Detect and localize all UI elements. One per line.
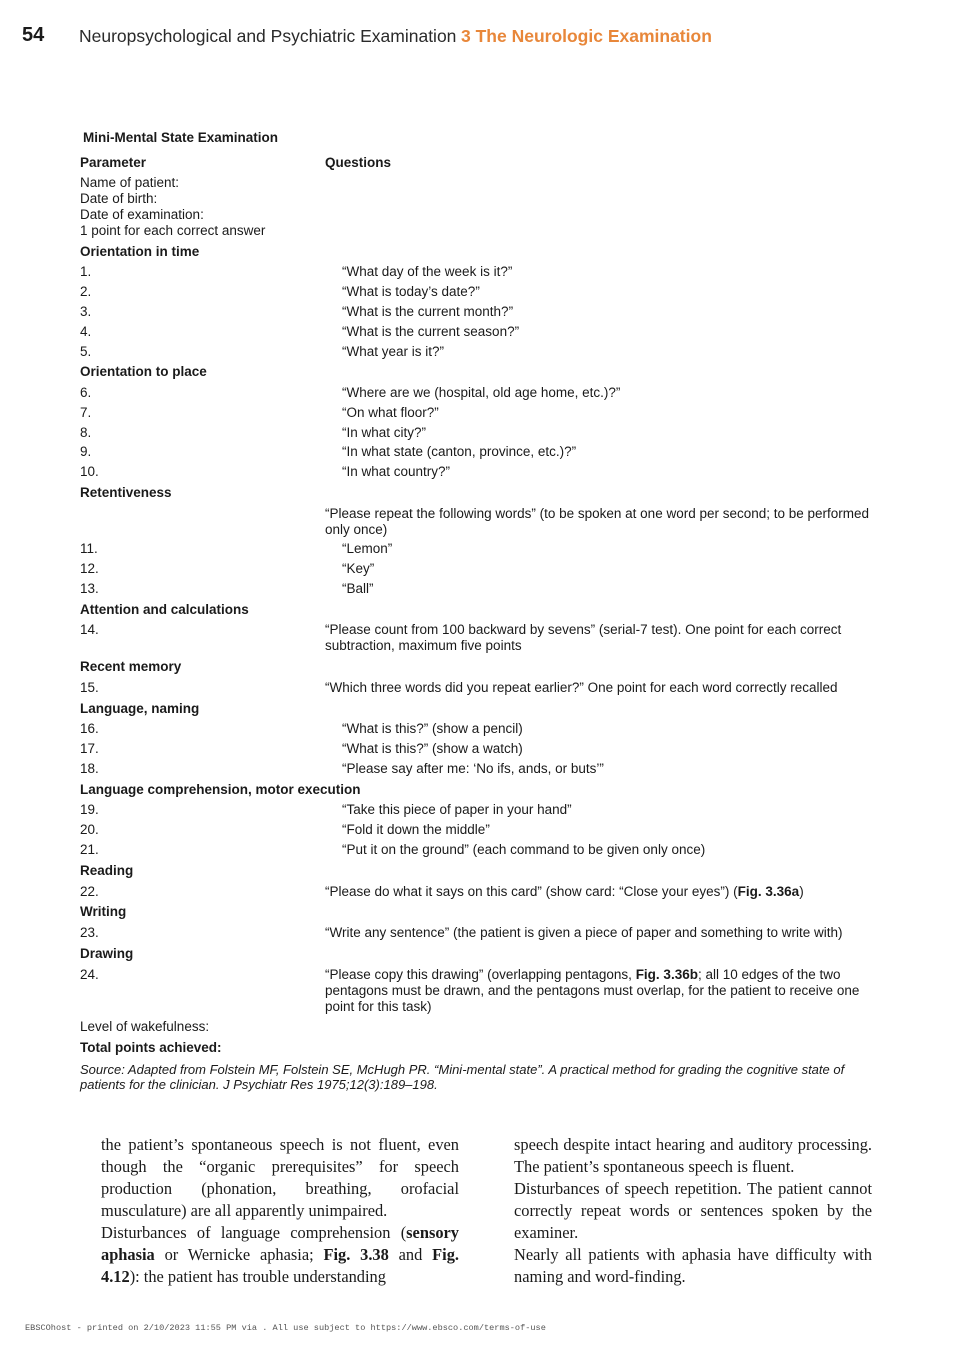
body-paragraph: Nearly all patients with aphasia have difficulty with naming and word-finding. (514, 1245, 872, 1286)
section-heading-text: Orientation to place (80, 364, 207, 379)
figure-reference: Fig. 3.36b (635, 967, 698, 982)
item-number: 21. (80, 842, 99, 857)
item-number: 15. (80, 680, 99, 695)
item-number: 20. (80, 822, 99, 837)
item-number: 18. (80, 761, 99, 776)
item-question: “Write any sentence” (the patient is given a piece of paper and something to write with) (325, 925, 843, 940)
item-number: 9. (80, 444, 92, 459)
item-number: 4. (80, 324, 92, 339)
item-number: 19. (80, 802, 99, 817)
question-text: “Please do what it says on this card” (show card: “Close your eyes”) ( (325, 884, 738, 899)
item-question: “Please say after me: ‘No ifs, ands, or buts’” (342, 761, 604, 776)
item-question: “On what floor?” (342, 405, 439, 420)
item-number: 10. (80, 464, 99, 479)
body-text: ): the patient has trouble understanding (129, 1267, 386, 1286)
item-question: “In what state (canton, province, etc.)?” (342, 444, 577, 459)
running-title: Neuropsychological and Psychiatric Examination (79, 26, 457, 46)
term-sensory-aphasia: sensory aphasia (101, 1223, 459, 1264)
item-number: 3. (80, 304, 92, 319)
body-column-left (101, 1134, 459, 1288)
level-of-wakefulness: Level of wakefulness: (80, 1019, 210, 1034)
column-header-parameter: Parameter (80, 155, 147, 170)
item-question: “What is the current month?” (342, 304, 514, 319)
table-title: Mini-Mental State Examination (83, 130, 279, 145)
body-paragraph: Disturbances of speech repetition. The patient cannot correctly repeat words or sentences spoken by the examiner. (514, 1179, 872, 1242)
item-question: “What is this?” (show a pencil) (342, 721, 523, 736)
intro-line: Name of patient: (80, 175, 180, 190)
page-number: 54 (22, 24, 45, 46)
item-number: 24. (80, 967, 99, 982)
section-heading-text: Recent memory (80, 659, 182, 674)
item-number: 13. (80, 581, 99, 596)
item-question: “Lemon” (342, 541, 393, 556)
item-number: 12. (80, 561, 99, 576)
section-heading-text: Language, naming (80, 701, 200, 716)
item-question: “In what country?” (342, 464, 451, 479)
column-header-questions: Questions (325, 155, 392, 170)
table-source-note: Source: Adapted from Folstein MF, Folstein SE, McHugh PR. “Mini-mental state”. A practical method for grading the cognitive state of patients for the clinician. J Psychiatr Res 1975;12(3):189–198. (80, 1062, 845, 1092)
item-question: “Take this piece of paper in your hand” (342, 802, 572, 817)
item-number: 7. (80, 405, 92, 420)
item-number: 14. (80, 622, 99, 637)
intro-line: 1 point for each correct answer (80, 223, 266, 238)
item-number: 8. (80, 425, 92, 440)
item-question: “Please count from 100 backward by sevens” (serial-7 test). One point for each correct subtraction, maximum five points (325, 622, 842, 653)
item-question: “What day of the week is it?” (342, 264, 513, 279)
body-text: or Wernicke aphasia; (154, 1245, 324, 1264)
body-paragraph: the patient’s spontaneous speech is not fluent, even though the “organic prerequisites” for speech production (phonation, breathing, orofacial musculature) are all apparently unimpaired. (101, 1135, 459, 1220)
section-heading-text: Writing (80, 904, 127, 919)
intro-line: Date of examination: (80, 207, 204, 222)
body-paragraph (101, 1222, 459, 1288)
figure-reference: Fig. 4.12 (101, 1245, 459, 1286)
item-number: 17. (80, 741, 99, 756)
body-text: and (388, 1245, 433, 1264)
item-question (325, 967, 875, 1015)
section-heading-text: Drawing (80, 946, 134, 961)
retentiveness-instruction: “Please repeat the following words” (to be spoken at one word per second; to be performed only once) (325, 506, 870, 537)
item-number: 1. (80, 264, 92, 279)
section-heading-text: Orientation in time (80, 244, 200, 259)
footer-print-notice: EBSCOhost - printed on 2/10/2023 11:55 PM via . All use subject to https://www.ebsco.com/terms-of-use (25, 1323, 546, 1333)
figure-reference: Fig. 3.38 (323, 1245, 389, 1264)
item-question: “What is this?” (show a watch) (342, 741, 523, 756)
item-question: “In what city?” (342, 425, 427, 440)
item-question: “What is today’s date?” (342, 284, 480, 299)
item-question: “Where are we (hospital, old age home, etc.)?” (342, 385, 621, 400)
question-text: ; all 10 edges of the two pentagons must be drawn, and the pentagons must overlap, for the patient to receive one point for this task) (325, 967, 860, 1014)
item-question (325, 884, 875, 900)
item-question: “Key” (342, 561, 375, 576)
section-heading-text: Retentiveness (80, 485, 172, 500)
item-question: “Put it on the ground” (each command to be given only once) (342, 842, 706, 857)
body-text: Disturbances of language comprehension ( (101, 1223, 407, 1242)
item-number: 5. (80, 344, 92, 359)
item-number: 11. (80, 541, 98, 556)
item-question: “What year is it?” (342, 344, 445, 359)
item-number: 6. (80, 385, 92, 400)
item-number: 2. (80, 284, 92, 299)
body-column-right (514, 1134, 872, 1288)
total-points: Total points achieved: (80, 1040, 222, 1055)
item-number: 23. (80, 925, 99, 940)
item-question: “Ball” (342, 581, 374, 596)
item-question: “What is the current season?” (342, 324, 520, 339)
question-text: ) (799, 884, 804, 899)
item-question: “Which three words did you repeat earlier?” One point for each word correctly recalled (325, 680, 838, 695)
figure-reference: Fig. 3.36a (737, 884, 800, 899)
intro-line: Date of birth: (80, 191, 158, 206)
item-number: 22. (80, 884, 99, 899)
item-number: 16. (80, 721, 99, 736)
section-heading-text: Attention and calculations (80, 602, 249, 617)
item-question: “Fold it down the middle” (342, 822, 490, 837)
section-heading-text: Language comprehension, motor execution (80, 782, 361, 797)
section-heading-text: Reading (80, 863, 134, 878)
chapter-title: 3 The Neurologic Examination (461, 26, 712, 46)
question-text: “Please copy this drawing” (overlapping pentagons, (325, 967, 636, 982)
body-paragraph: speech despite intact hearing and auditory processing. The patient’s spontaneous speech is fluent. (514, 1135, 872, 1176)
